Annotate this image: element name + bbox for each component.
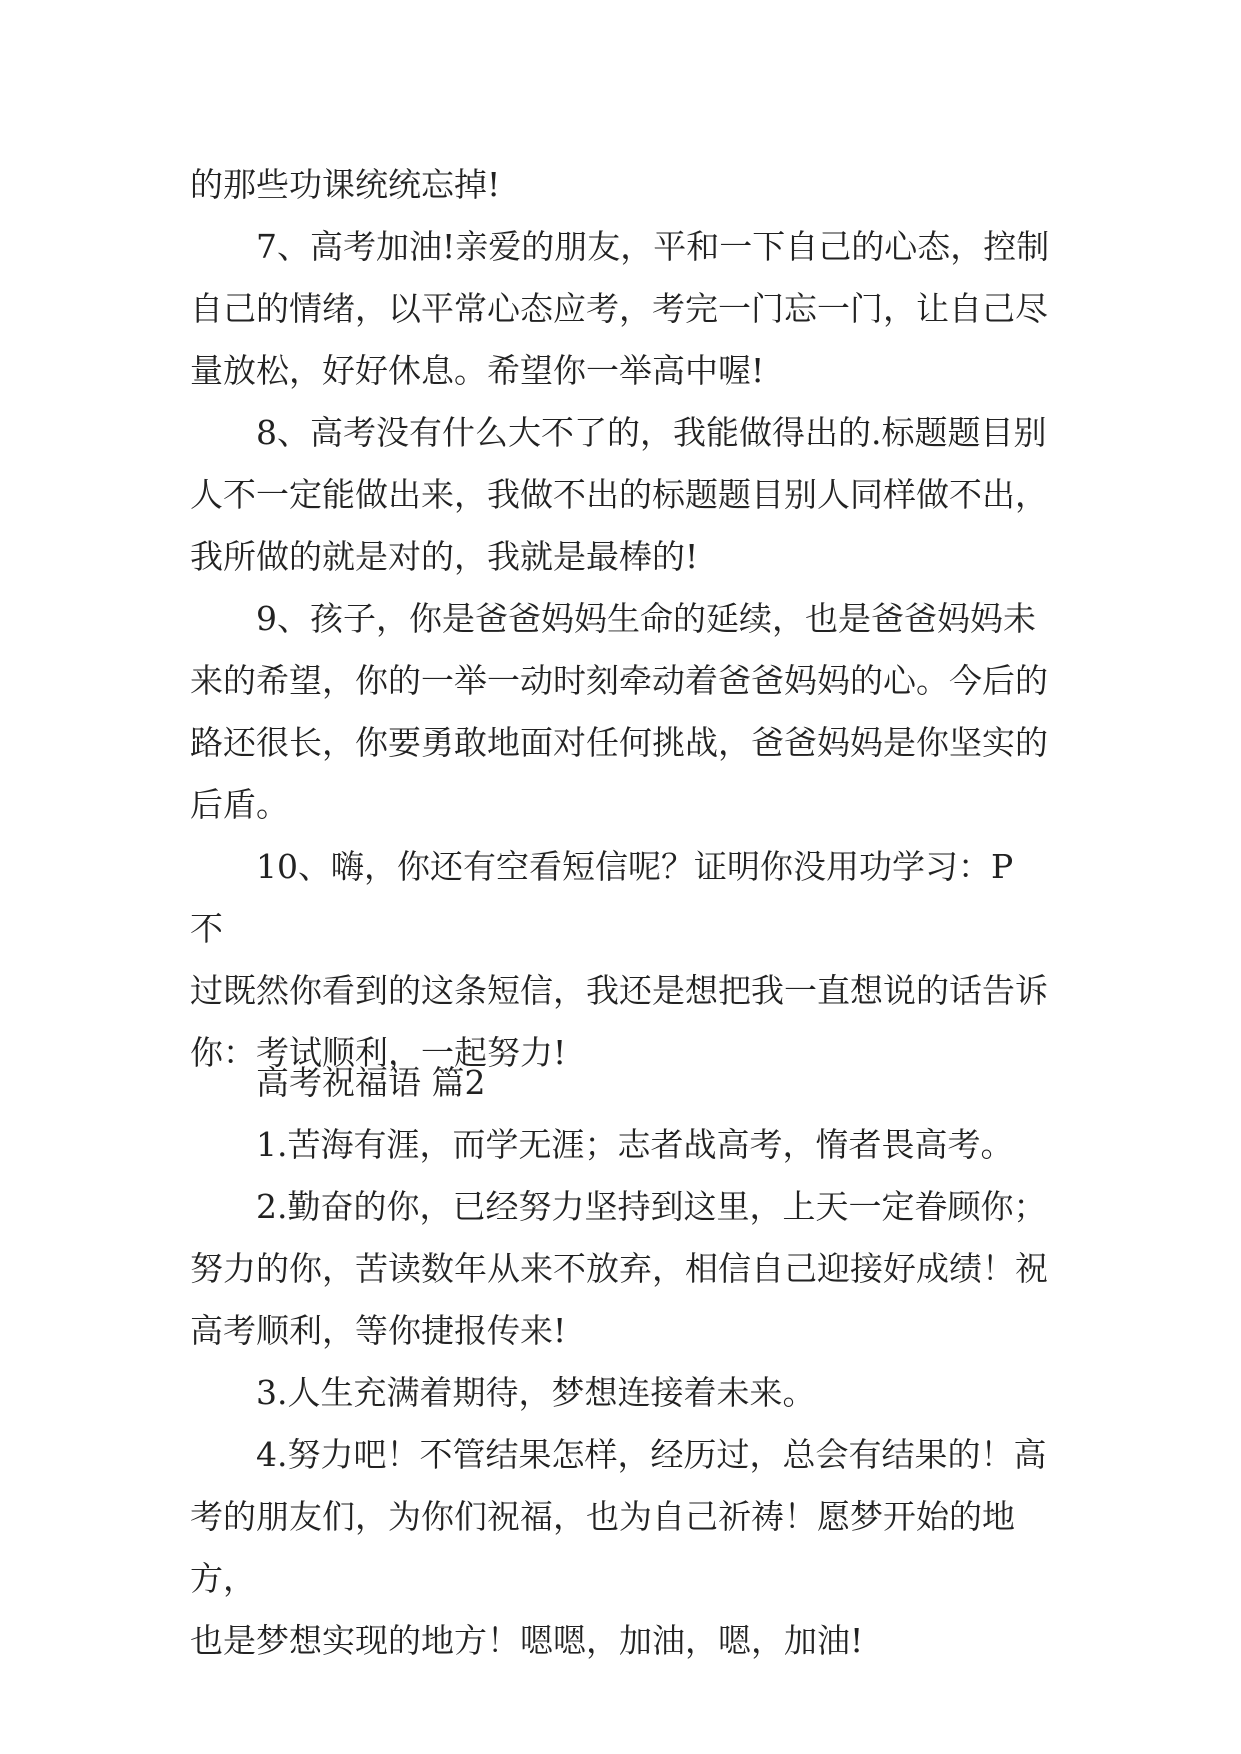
blessing-item-3: 3.人生充满着期待，梦想连接着未来。 <box>190 1373 816 1412</box>
paragraph-9: 9、孩子，你是爸爸妈妈生命的延续，也是爸爸妈妈未 来的希望，你的一举一动时刻牵动着爸爸妈妈的心。今后的 路还很长，你要勇敢地面对任何挑战，爸爸妈妈是你坚实的 后盾。 <box>190 599 1048 824</box>
blessing-item-2: 2.勤奋的你，已经努力坚持到这里，上天一定眷顾你； 努力的你，苦读数年从来不放弃，相信自己迎接好成绩！祝 高考顺利，等你捷报传来! <box>190 1187 1048 1350</box>
blessing-item-4: 4.努力吧！不管结果怎样，经历过，总会有结果的！高 考的朋友们，为你们祝福，也为自己祈祷！愿梦开始的地方， 也是梦想实现的地方！嗯嗯，加油，嗯，加油! <box>190 1435 1047 1660</box>
paragraph-8: 8、高考没有什么大不了的，我能做得出的.标题题目别 人不一定能做出来，我做不出的标题题目别人同样做不出， 我所做的就是对的，我就是最棒的! <box>190 413 1048 576</box>
paragraph-7: 7、高考加油!亲爱的朋友，平和一下自己的心态，控制 自己的情绪，以平常心态应考，考完一门忘一门，让自己尽 量放松，好好休息。希望你一举高中喔! <box>190 227 1050 390</box>
paragraph-10: 10、嗨，你还有空看短信呢？证明你没用功学习：P 不 过既然你看到的这条短信，我还是想把我一直想说的话告诉 你：考试顺利，一起努力! <box>190 847 1048 1072</box>
paragraph-continued: 的那些功课统统忘掉! <box>190 165 501 204</box>
blessing-item-1: 1.苦海有涯，而学无涯；志者战高考，惰者畏高考。 <box>190 1125 1014 1164</box>
section-heading: 高考祝福语 篇2 <box>190 1063 486 1102</box>
